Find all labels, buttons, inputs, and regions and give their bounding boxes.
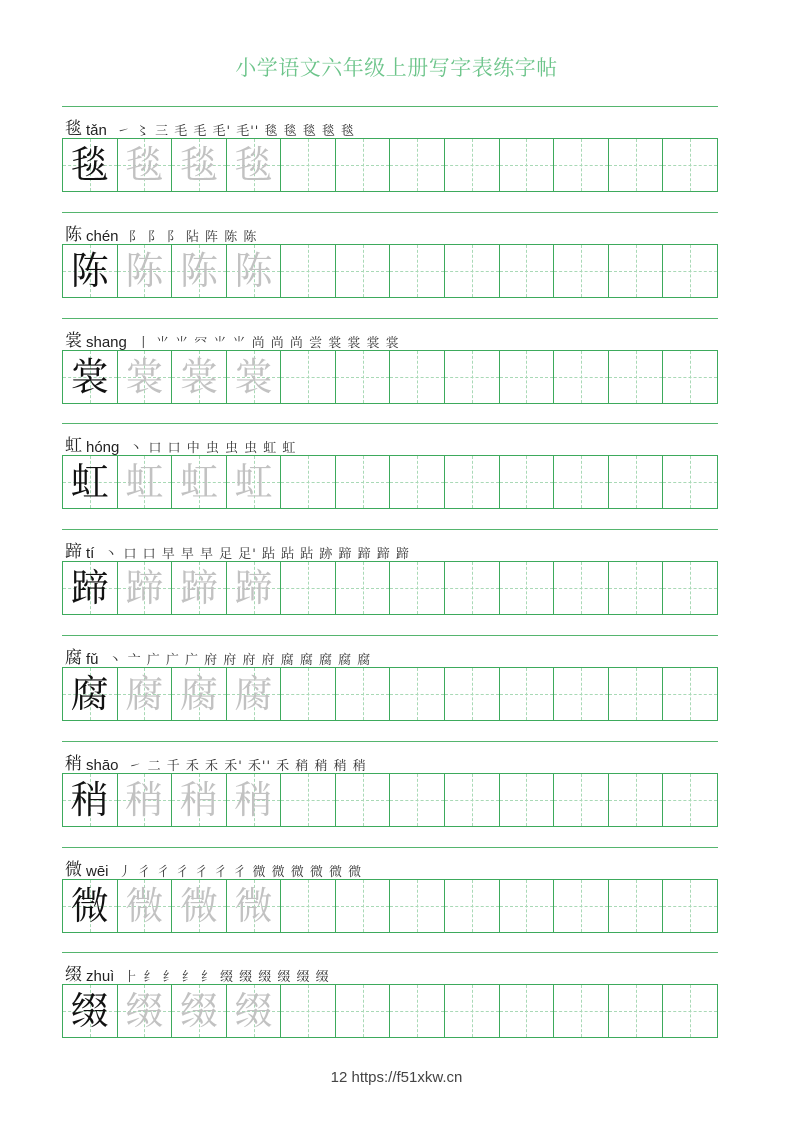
trace-character: 虹 — [179, 460, 218, 505]
trace-character: 裳 — [125, 354, 164, 399]
blank-cell[interactable] — [608, 139, 663, 191]
trace-cell — [226, 139, 281, 191]
trace-cell — [226, 774, 281, 826]
blank-cell[interactable] — [389, 139, 444, 191]
blank-cell[interactable] — [335, 456, 390, 508]
row-divider — [62, 847, 718, 848]
model-character: 缀 — [70, 989, 109, 1034]
trace-character: 裳 — [179, 354, 218, 399]
blank-cell[interactable] — [335, 774, 390, 826]
row-header — [65, 219, 257, 245]
model-character: 陈 — [70, 248, 109, 293]
blank-cell[interactable] — [280, 351, 335, 403]
trace-cell — [117, 880, 172, 932]
blank-cell[interactable] — [608, 562, 663, 614]
tianzige-grid — [62, 455, 718, 509]
trace-cell — [117, 985, 172, 1037]
blank-cell[interactable] — [553, 668, 608, 720]
blank-cell[interactable] — [608, 985, 663, 1037]
row-divider — [62, 318, 718, 319]
stroke-order: 丶 口 口 中 虫 虫 虫 虹 虹 — [129, 441, 297, 457]
row-header — [65, 430, 296, 456]
row-header — [65, 325, 400, 351]
tianzige-grid — [62, 244, 718, 298]
blank-cell[interactable] — [608, 245, 663, 297]
blank-cell[interactable] — [335, 668, 390, 720]
row-header — [65, 642, 371, 668]
trace-cell — [226, 245, 281, 297]
model-character: 毯 — [70, 143, 109, 187]
blank-cell[interactable] — [662, 245, 717, 297]
row-pinyin: hóng — [86, 439, 120, 457]
model-cell — [63, 668, 117, 720]
trace-cell — [117, 139, 172, 191]
blank-cell[interactable] — [444, 245, 499, 297]
trace-cell — [171, 456, 226, 508]
blank-cell[interactable] — [335, 880, 390, 932]
trace-character: 蹄 — [179, 566, 218, 611]
row-pinyin: wēi — [86, 862, 109, 880]
tianzige-grid — [62, 138, 718, 192]
model-cell — [63, 245, 117, 297]
blank-cell[interactable] — [553, 880, 608, 932]
trace-character: 腐 — [234, 672, 273, 716]
blank-cell[interactable] — [662, 351, 717, 403]
trace-cell — [226, 562, 281, 614]
blank-cell[interactable] — [662, 456, 717, 508]
trace-character: 缀 — [179, 989, 218, 1034]
trace-cell — [171, 351, 226, 403]
blank-cell[interactable] — [444, 562, 499, 614]
trace-character: 毯 — [125, 143, 164, 187]
trace-character: 陈 — [179, 248, 218, 293]
blank-cell[interactable] — [499, 668, 554, 720]
trace-character: 蹄 — [125, 566, 164, 611]
row-character: 虹 — [65, 436, 82, 457]
blank-cell[interactable] — [553, 245, 608, 297]
blank-cell[interactable] — [280, 562, 335, 614]
row-character: 毯 — [65, 119, 82, 139]
blank-cell[interactable] — [553, 985, 608, 1037]
stroke-order: ⺊ 纟 纟 纟 纟 缀 缀 缀 缀 缀 缀 — [124, 970, 330, 986]
trace-cell — [171, 880, 226, 932]
trace-cell — [117, 456, 172, 508]
row-header — [65, 536, 410, 562]
trace-cell — [117, 245, 172, 297]
model-cell — [63, 456, 117, 508]
trace-character: 毯 — [179, 143, 218, 187]
blank-cell[interactable] — [444, 880, 499, 932]
trace-character: 蹄 — [234, 566, 273, 611]
blank-cell[interactable] — [499, 245, 554, 297]
trace-cell — [117, 774, 172, 826]
blank-cell[interactable] — [389, 668, 444, 720]
row-pinyin: fǔ — [86, 651, 99, 668]
blank-cell[interactable] — [444, 668, 499, 720]
blank-cell[interactable] — [280, 139, 335, 191]
blank-cell[interactable] — [444, 351, 499, 403]
row-pinyin: tǎn — [86, 122, 107, 139]
blank-cell[interactable] — [662, 668, 717, 720]
stroke-order: 丶 口 口 早 早 早 足 足' 跕 跕 跕 跡 蹄 蹄 蹄 蹄 — [104, 547, 410, 563]
model-character: 裳 — [70, 354, 109, 399]
blank-cell[interactable] — [662, 139, 717, 191]
trace-cell — [171, 668, 226, 720]
row-character: 缀 — [65, 965, 82, 986]
blank-cell[interactable] — [389, 985, 444, 1037]
row-character: 腐 — [65, 648, 82, 668]
blank-cell[interactable] — [608, 456, 663, 508]
blank-cell[interactable] — [499, 139, 554, 191]
tianzige-grid — [62, 350, 718, 404]
blank-cell[interactable] — [553, 351, 608, 403]
row-divider — [62, 212, 718, 213]
blank-cell[interactable] — [662, 774, 717, 826]
row-character: 稍 — [65, 753, 82, 774]
blank-cell[interactable] — [389, 774, 444, 826]
trace-cell — [117, 668, 172, 720]
blank-cell[interactable] — [553, 139, 608, 191]
row-pinyin: chén — [86, 227, 119, 245]
blank-cell[interactable] — [553, 562, 608, 614]
row-character: 微 — [65, 859, 82, 880]
trace-cell — [117, 562, 172, 614]
trace-character: 虹 — [234, 460, 273, 505]
blank-cell[interactable] — [280, 985, 335, 1037]
blank-cell[interactable] — [335, 985, 390, 1037]
trace-character: 毯 — [234, 143, 273, 187]
trace-cell — [226, 456, 281, 508]
row-pinyin: shāo — [86, 756, 119, 774]
model-character: 虹 — [70, 460, 109, 505]
blank-cell[interactable] — [499, 774, 554, 826]
blank-cell[interactable] — [335, 139, 390, 191]
row-header — [65, 959, 330, 985]
blank-cell[interactable] — [608, 668, 663, 720]
row-divider — [62, 952, 718, 953]
trace-cell — [171, 985, 226, 1037]
stroke-order: 丿 彳 彳 彳 彳 彳 彳 微 微 微 微 微 微 — [118, 864, 363, 880]
row-character: 蹄 — [65, 542, 82, 563]
blank-cell[interactable] — [499, 351, 554, 403]
blank-cell[interactable] — [280, 668, 335, 720]
blank-cell[interactable] — [389, 351, 444, 403]
page-footer: 12 https://f51xkw.cn — [330, 1069, 463, 1086]
row-pinyin: tí — [86, 545, 95, 563]
blank-cell[interactable] — [389, 880, 444, 932]
blank-cell[interactable] — [389, 245, 444, 297]
stroke-order: 丶 亠 广 广 广 府 府 府 府 腐 腐 腐 腐 腐 — [108, 653, 372, 668]
trace-character: 缀 — [125, 989, 164, 1034]
blank-cell[interactable] — [335, 245, 390, 297]
blank-cell[interactable] — [553, 774, 608, 826]
blank-cell[interactable] — [608, 774, 663, 826]
trace-character: 微 — [179, 883, 218, 928]
model-cell — [63, 985, 117, 1037]
trace-character: 裳 — [234, 354, 273, 399]
blank-cell[interactable] — [499, 562, 554, 614]
model-character: 微 — [70, 883, 109, 928]
row-pinyin: zhuì — [86, 968, 115, 986]
stroke-order: ㇀ 〻 三 毛 毛 毛' 毛'' 毯 毯 毯 毯 毯 — [116, 124, 356, 139]
model-cell — [63, 139, 117, 191]
blank-cell[interactable] — [608, 880, 663, 932]
blank-cell[interactable] — [499, 985, 554, 1037]
trace-cell — [226, 985, 281, 1037]
model-character: 腐 — [70, 672, 109, 716]
blank-cell[interactable] — [335, 562, 390, 614]
blank-cell[interactable] — [389, 456, 444, 508]
trace-character: 陈 — [234, 248, 273, 293]
row-character: 裳 — [65, 330, 82, 351]
blank-cell[interactable] — [499, 456, 554, 508]
blank-cell[interactable] — [280, 774, 335, 826]
trace-character: 腐 — [179, 672, 218, 716]
trace-cell — [171, 774, 226, 826]
blank-cell[interactable] — [662, 880, 717, 932]
row-header — [65, 854, 362, 880]
trace-cell — [226, 880, 281, 932]
trace-cell — [171, 245, 226, 297]
blank-cell[interactable] — [608, 351, 663, 403]
row-divider — [62, 741, 718, 742]
trace-character: 陈 — [125, 248, 164, 293]
tianzige-grid — [62, 667, 718, 721]
blank-cell[interactable] — [662, 985, 717, 1037]
trace-character: 稍 — [125, 777, 164, 822]
blank-cell[interactable] — [553, 456, 608, 508]
trace-cell — [226, 351, 281, 403]
row-divider — [62, 423, 718, 424]
trace-character: 微 — [125, 883, 164, 928]
blank-cell[interactable] — [499, 880, 554, 932]
model-character: 稍 — [70, 777, 109, 822]
row-header — [65, 113, 355, 139]
model-cell — [63, 880, 117, 932]
stroke-order: 阝 阝 阝 阽 阵 陈 陈 — [128, 229, 258, 245]
model-cell — [63, 351, 117, 403]
trace-cell — [117, 351, 172, 403]
row-header — [65, 748, 367, 774]
trace-cell — [171, 139, 226, 191]
row-character: 陈 — [65, 224, 82, 245]
blank-cell[interactable] — [389, 562, 444, 614]
row-divider — [62, 106, 718, 107]
tianzige-grid — [62, 773, 718, 827]
row-divider — [62, 635, 718, 636]
trace-character: 稍 — [234, 777, 273, 822]
trace-character: 虹 — [125, 460, 164, 505]
trace-character: 稍 — [179, 777, 218, 822]
model-character: 蹄 — [70, 566, 109, 611]
blank-cell[interactable] — [335, 351, 390, 403]
blank-cell[interactable] — [280, 880, 335, 932]
trace-character: 缀 — [234, 989, 273, 1034]
blank-cell[interactable] — [444, 456, 499, 508]
tianzige-grid — [62, 561, 718, 615]
trace-character: 腐 — [125, 672, 164, 716]
trace-cell — [226, 668, 281, 720]
stroke-order: 丨 ⺌ ⺌ 㓁 ⺌ ⺌ 尚 尚 尚 尝 裳 裳 裳 裳 — [136, 335, 400, 351]
blank-cell[interactable] — [662, 562, 717, 614]
row-divider — [62, 529, 718, 530]
page-title: 小学语文六年级上册写字表练字帖 — [235, 56, 558, 80]
blank-cell[interactable] — [444, 985, 499, 1037]
tianzige-grid — [62, 984, 718, 1038]
blank-cell[interactable] — [444, 774, 499, 826]
blank-cell[interactable] — [280, 456, 335, 508]
model-cell — [63, 562, 117, 614]
trace-character: 微 — [234, 883, 273, 928]
model-cell — [63, 774, 117, 826]
blank-cell[interactable] — [280, 245, 335, 297]
tianzige-grid — [62, 879, 718, 933]
stroke-order: ㇀ 二 千 禾 禾 禾' 禾'' 禾 稍 稍 稍 稍 — [128, 758, 367, 774]
row-pinyin: shang — [86, 333, 127, 351]
blank-cell[interactable] — [444, 139, 499, 191]
trace-cell — [171, 562, 226, 614]
